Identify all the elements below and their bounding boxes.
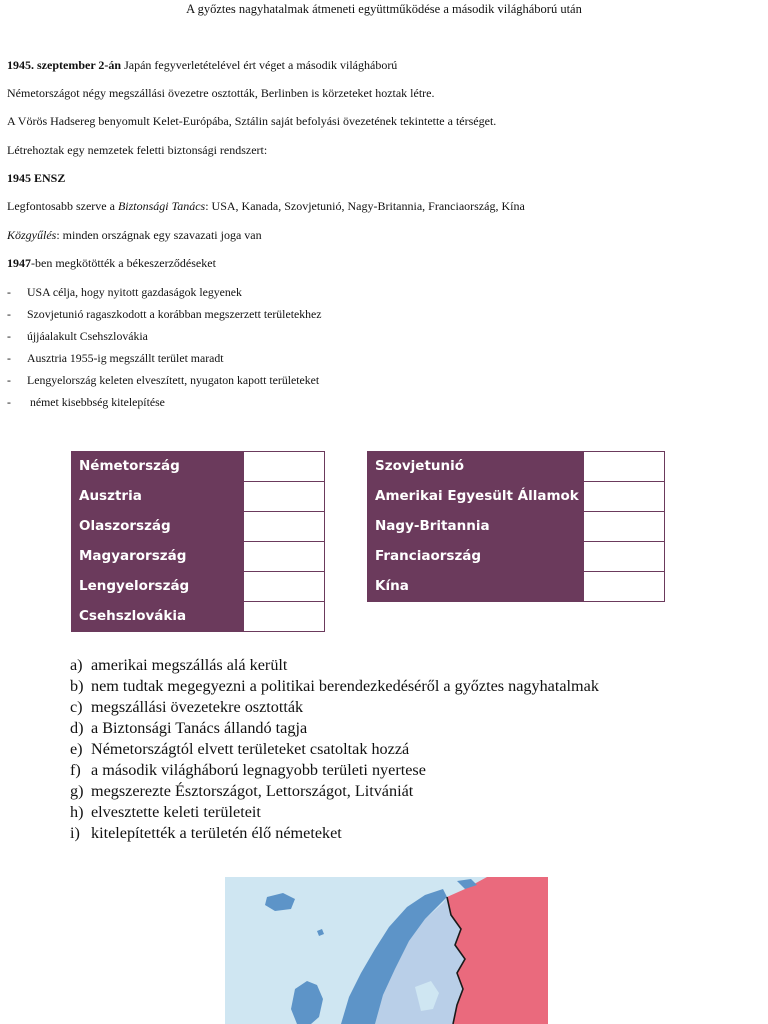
answer-cell[interactable] xyxy=(244,481,325,511)
table-row xyxy=(368,452,665,482)
date-emphasis: 1945. szeptember 2-án xyxy=(7,58,122,72)
paragraph-security-council xyxy=(7,199,525,214)
bullet-dash: - xyxy=(7,307,11,321)
option-letter: e) xyxy=(70,740,83,758)
paragraph-peace-treaties xyxy=(7,256,216,271)
table-row xyxy=(368,481,665,511)
list-item-text: Szovjetunió ragaszkodott a korábban megszerzett területekhez xyxy=(27,307,322,321)
option-text: nem tudtak megegyezni a politikai berendezkedéséről a győztes nagyhatalmak xyxy=(91,677,599,695)
country-label: Olaszország xyxy=(72,511,244,541)
paragraph-un-heading xyxy=(7,171,65,186)
bullet-dash: - xyxy=(7,395,11,409)
list-item-text: Lengyelország keleten elveszített, nyugaton kapott területeket xyxy=(27,373,320,387)
bullet-dash: - xyxy=(7,329,11,343)
year-emphasis: 1947 xyxy=(7,256,31,270)
un-heading: 1945 ENSZ xyxy=(7,171,66,185)
europe-map-graphic xyxy=(225,877,548,1024)
soviet-territory xyxy=(447,877,548,1024)
country-label: Franciaország xyxy=(368,541,584,571)
bullet-dash: - xyxy=(7,285,11,299)
list-item-text: német kisebbség kitelepítése xyxy=(27,395,165,409)
option-text: Németországtól elvett területeket csatoltak hozzá xyxy=(91,740,410,758)
countries-matching-table-left xyxy=(71,451,325,632)
country-label: Csehszlovákia xyxy=(72,601,244,631)
answer-options-list xyxy=(70,655,599,844)
answer-cell[interactable] xyxy=(584,541,665,571)
paragraph-germany-zones: Németországot négy megszállási övezetre osztották, Berlinben is körzeteket hoztak létre. xyxy=(7,86,435,100)
answer-option xyxy=(70,760,599,781)
peace-treaty-bullet-list xyxy=(7,285,321,417)
option-text: megszerezte Észtországot, Lettországot, Litvániát xyxy=(91,782,414,800)
table-row xyxy=(72,511,325,541)
table-row xyxy=(72,601,325,631)
answer-option xyxy=(70,718,599,739)
paragraph-text: Legfontosabb szerve a xyxy=(7,199,118,213)
answer-cell[interactable] xyxy=(584,571,665,601)
option-text: amerikai megszállás alá került xyxy=(91,656,288,674)
answer-option xyxy=(70,697,599,718)
country-label: Lengyelország xyxy=(72,571,244,601)
table-row xyxy=(368,541,665,571)
paragraph-text: : minden országnak egy szavazati joga van xyxy=(56,228,262,242)
option-letter: a) xyxy=(70,656,83,674)
list-item-text: újjáalakult Csehszlovákia xyxy=(27,329,148,343)
list-item-text: USA célja, hogy nyitott gazdaságok legyenek xyxy=(27,285,242,299)
answer-cell[interactable] xyxy=(584,511,665,541)
answer-cell[interactable] xyxy=(244,541,325,571)
table-row xyxy=(72,541,325,571)
bullet-dash: - xyxy=(7,373,11,387)
paragraph-text: : USA, Kanada, Szovjetunió, Nagy-Britannia, Franciaország, Kína xyxy=(205,199,525,213)
bullet-dash: - xyxy=(7,351,11,365)
option-text: elvesztette keleti területeit xyxy=(91,803,261,821)
paragraph-red-army: A Vörös Hadsereg benyomult Kelet-Európába, Sztálin saját befolyási övezetének tekintette a térséget. xyxy=(7,114,497,128)
option-text: a Biztonsági Tanács állandó tagja xyxy=(91,719,308,737)
list-item xyxy=(7,351,321,373)
answer-option xyxy=(70,676,599,697)
country-label: Nagy-Britannia xyxy=(368,511,584,541)
list-item xyxy=(7,395,321,417)
general-assembly-term: Közgyűlés xyxy=(7,228,57,242)
answer-option xyxy=(70,781,599,802)
paragraph-end-of-war xyxy=(7,58,397,73)
option-letter: f) xyxy=(70,761,81,779)
option-letter: g) xyxy=(70,782,84,800)
option-text: megszállási övezetekre osztották xyxy=(91,698,304,716)
table-row xyxy=(368,511,665,541)
answer-option xyxy=(70,823,599,844)
table-row xyxy=(368,571,665,601)
option-letter: d) xyxy=(70,719,84,737)
paragraph-text: Japán fegyverletételével ért véget a második világháború xyxy=(121,58,398,72)
table-row xyxy=(72,452,325,482)
paragraph-text: -ben megkötötték a békeszerződéseket xyxy=(31,256,216,270)
countries-matching-table-right xyxy=(367,451,665,602)
answer-cell[interactable] xyxy=(244,452,325,482)
option-letter: c) xyxy=(70,698,83,716)
answer-cell[interactable] xyxy=(244,571,325,601)
country-label: Amerikai Egyesült Államok xyxy=(368,481,584,511)
answer-cell[interactable] xyxy=(584,481,665,511)
answer-option xyxy=(70,802,599,823)
option-letter: h) xyxy=(70,803,84,821)
country-label: Kína xyxy=(368,571,584,601)
answer-option xyxy=(70,739,599,760)
answer-option xyxy=(70,655,599,676)
paragraph-general-assembly xyxy=(7,228,262,243)
table-row xyxy=(72,571,325,601)
list-item xyxy=(7,307,321,329)
option-letter: i) xyxy=(70,824,80,842)
paragraph-security-system: Létrehoztak egy nemzetek feletti biztonsági rendszert: xyxy=(7,143,268,157)
option-letter: b) xyxy=(70,677,84,695)
option-text: kitelepítették a területén élő németeket xyxy=(91,824,342,842)
list-item xyxy=(7,373,321,395)
list-item xyxy=(7,285,321,307)
table-row xyxy=(72,481,325,511)
answer-cell[interactable] xyxy=(244,601,325,631)
answer-cell[interactable] xyxy=(244,511,325,541)
option-text: a második világháború legnagyobb területi nyertese xyxy=(91,761,426,779)
list-item xyxy=(7,329,321,351)
document-title: A győztes nagyhatalmak átmeneti együttműködése a második világháború után xyxy=(186,2,582,16)
answer-cell[interactable] xyxy=(584,452,665,482)
country-label: Szovjetunió xyxy=(368,452,584,482)
country-label: Magyarország xyxy=(72,541,244,571)
security-council-term: Biztonsági Tanács xyxy=(117,199,206,213)
europe-map-image xyxy=(225,877,548,1024)
country-label: Ausztria xyxy=(72,481,244,511)
country-label: Németország xyxy=(72,452,244,482)
list-item-text: Ausztria 1955-ig megszállt terület maradt xyxy=(27,351,224,365)
